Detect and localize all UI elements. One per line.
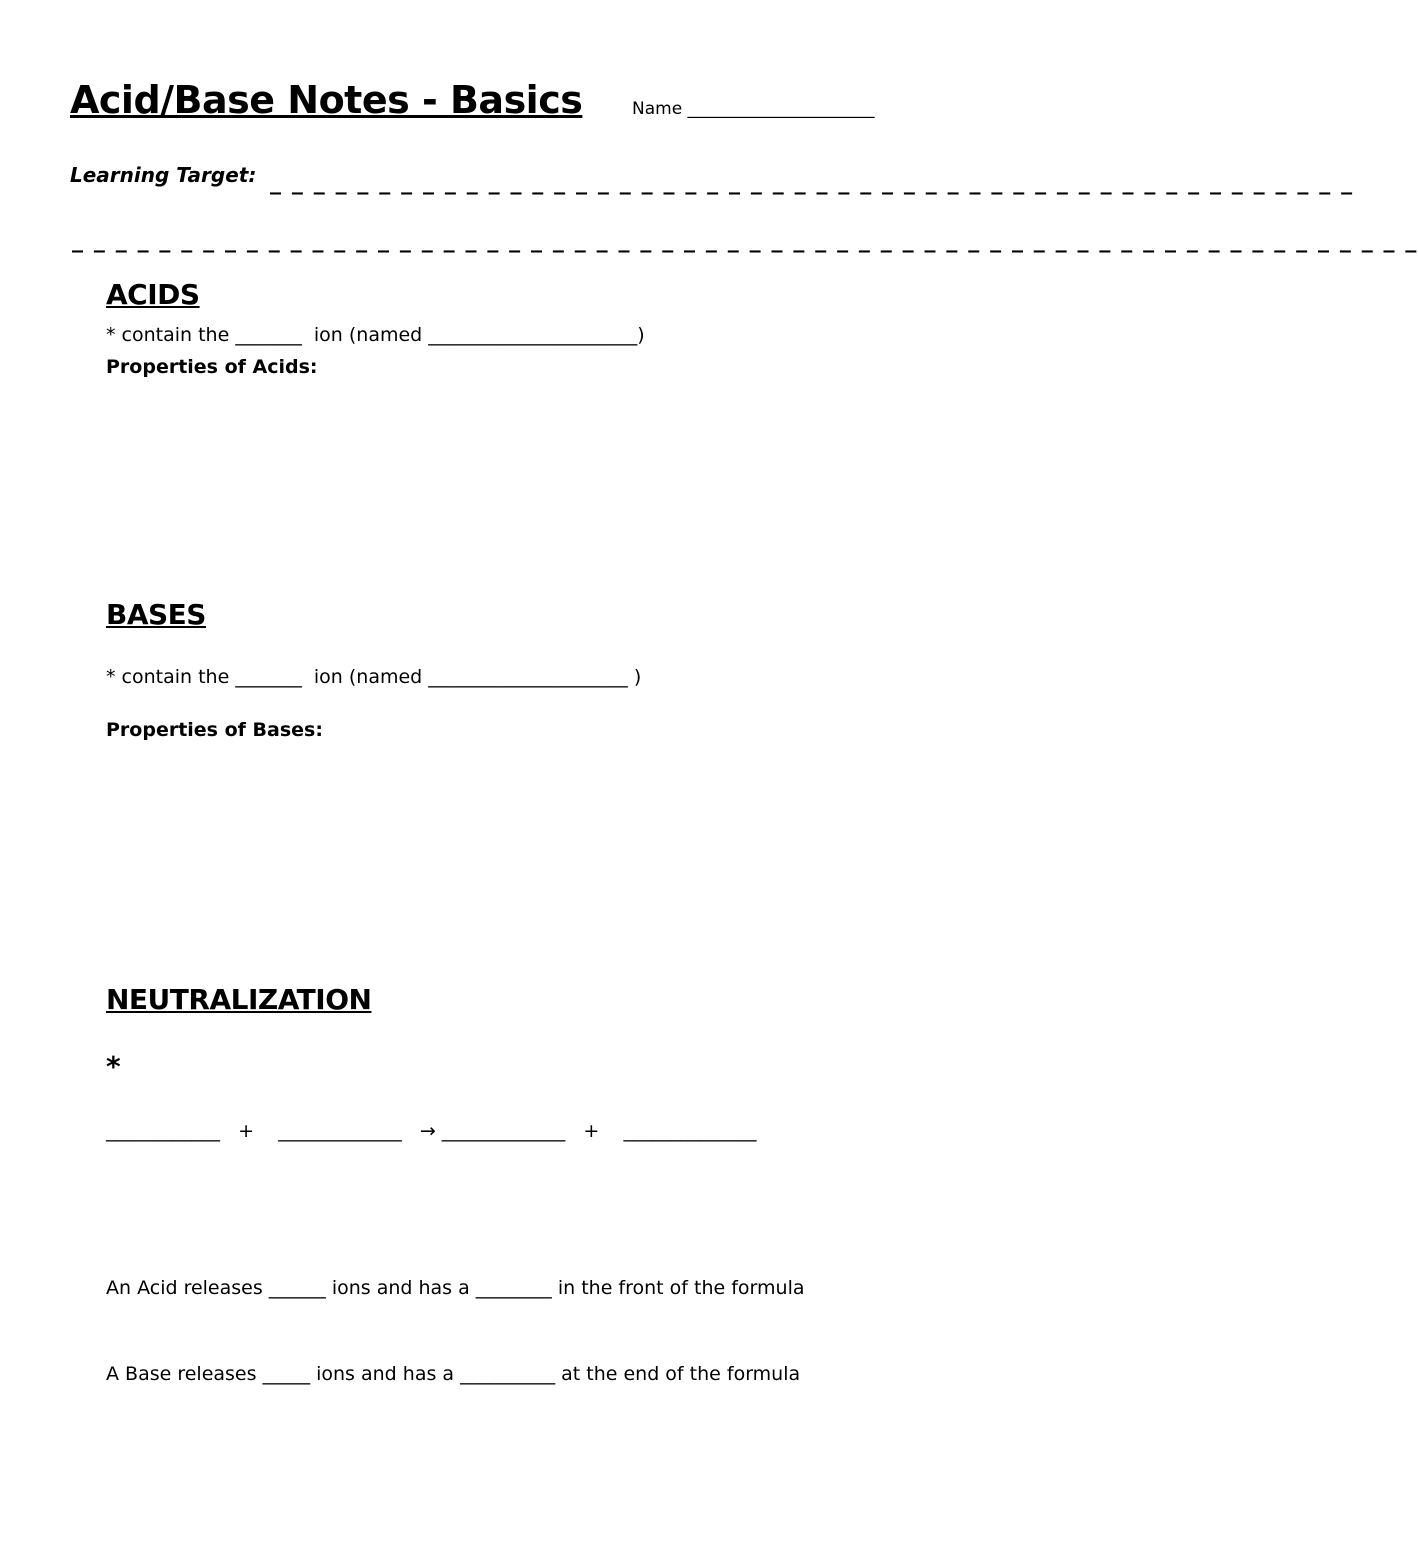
name-field: Name ______________________ bbox=[632, 99, 875, 119]
acids-properties-label: Properties of Acids: bbox=[106, 356, 318, 378]
learning-target-blank-1: _ _ _ _ _ _ _ _ _ _ _ _ _ _ _ _ _ _ _ _ _ _ _ _ _ _ _ _ _ _ _ _ _ _ _ _ _ _ _ _ _ _ _ _ _ _ _ _ _ _ bbox=[270, 170, 1354, 195]
neutralization-equation: ____________ + _____________ → _____________ + ______________ bbox=[106, 1120, 757, 1142]
acids-contain-line: * contain the _______ ion (named ______________________) bbox=[106, 324, 645, 346]
learning-target-blank-2: _ _ _ _ _ _ _ _ _ _ _ _ _ _ _ _ _ _ _ _ _ _ _ _ _ _ _ _ _ _ _ _ _ _ _ _ _ _ _ _ _ _ _ _ _ _ _ _ _ _ _ _ _ _ _ _ _ _ _ _ _ _ bbox=[72, 228, 1418, 253]
neutralization-bullet: * bbox=[106, 1050, 121, 1083]
neutralization-heading: NEUTRALIZATION bbox=[106, 983, 372, 1016]
base-statement: A Base releases _____ ions and has a __________ at the end of the formula bbox=[106, 1363, 801, 1385]
bases-heading: BASES bbox=[106, 598, 206, 631]
bases-properties-label: Properties of Bases: bbox=[106, 719, 323, 741]
acids-heading: ACIDS bbox=[106, 278, 200, 311]
learning-target-label: Learning Target: bbox=[70, 163, 257, 187]
bases-contain-line: * contain the _______ ion (named _____________________ ) bbox=[106, 666, 642, 688]
acid-statement: An Acid releases ______ ions and has a ________ in the front of the formula bbox=[106, 1277, 805, 1299]
page-title: Acid/Base Notes - Basics bbox=[70, 78, 583, 122]
